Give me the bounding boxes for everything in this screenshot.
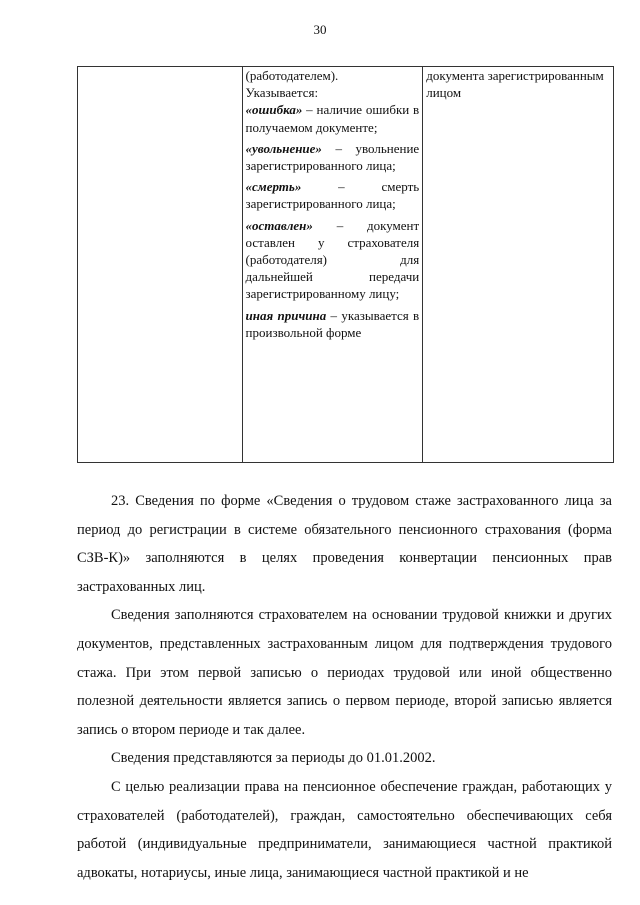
table-cell-document-receipt bbox=[423, 67, 614, 463]
list-item bbox=[246, 178, 420, 212]
table-row bbox=[78, 67, 614, 463]
term-label: «увольнение» bbox=[245, 140, 322, 156]
table-cell-empty bbox=[78, 67, 243, 463]
cell-text: документа зарегистрированным лицом bbox=[426, 68, 604, 101]
list-item bbox=[246, 101, 420, 135]
term-label: иная причина bbox=[245, 307, 327, 323]
term-label: «смерть» bbox=[245, 179, 302, 195]
page-number: 30 bbox=[313, 22, 327, 37]
continuation-table bbox=[77, 66, 614, 463]
list-item bbox=[246, 140, 420, 174]
body-text bbox=[77, 487, 612, 887]
paragraph: Сведения заполняются страхователем на основании трудовой книжки и других документов, представленных застрахованным лицом для подтверждения трудового стажа. При этом первой записью о периодах трудовой или иной общественно полезной деятельности является запись о первом периоде, второй записью является запись о втором периоде и так далее. bbox=[77, 607, 612, 738]
term-label: «ошибка» bbox=[245, 102, 303, 118]
paragraph: С целью реализации права на пенсионное обеспечение граждан, работающих у страхователей (работодателей), граждан, самостоятельно обеспечивающих себя работой (индивидуальные предприниматели, занимающиеся частной практикой адвокаты, нотариусы, иные лица, занимающиеся частной практикой и не bbox=[77, 778, 612, 881]
term-description: – указывается в произвольной форме bbox=[245, 307, 420, 340]
list-item bbox=[246, 217, 420, 303]
paragraph: Сведения представляются за периоды до 01.01.2002. bbox=[111, 750, 436, 767]
term-description: – смерть зарегистрированного лица; bbox=[245, 179, 420, 212]
term-description: – документ оставлен у страхователя (работодателя) для дальнейшей передачи зарегистрированному лицу; bbox=[245, 217, 420, 302]
list-item bbox=[246, 307, 420, 341]
term-description: – наличие ошибки в получаемом документе; bbox=[245, 102, 420, 135]
paragraph: 23. Сведения по форме «Сведения о трудовом стаже застрахованного лица за период до регистрации в системе обязательного пенсионного страхования (форма СЗВ-К)» заполняются в целях проведения конвертации пенсионных прав застрахованных лиц. bbox=[77, 493, 612, 595]
cell-indicates-label: Указывается: bbox=[245, 85, 319, 101]
term-description: – увольнение зарегистрированного лица; bbox=[245, 140, 420, 174]
table-cell-indicated-values bbox=[242, 67, 423, 463]
cell-intro-text: (работодателем). bbox=[245, 68, 339, 83]
term-label: «оставлен» bbox=[245, 217, 313, 233]
